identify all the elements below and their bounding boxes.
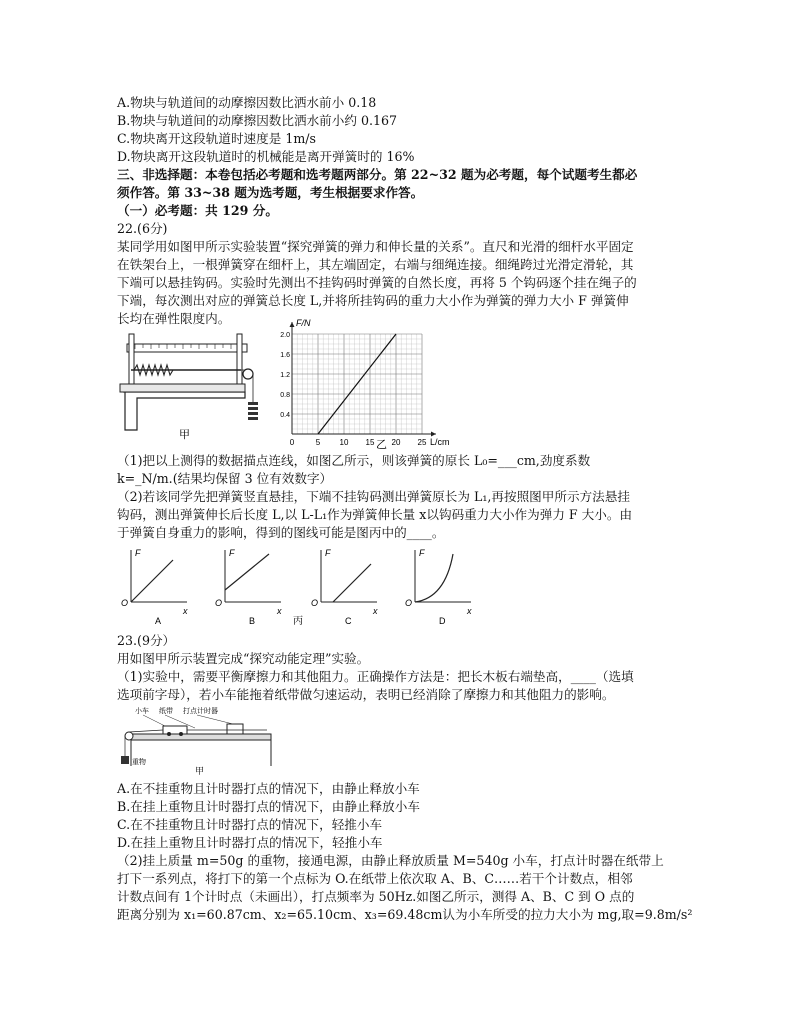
axis-x-label: x — [277, 606, 282, 616]
y-axis-label: F/N — [296, 318, 311, 328]
graph-label-b: B — [249, 616, 256, 626]
graph-option-c — [311, 548, 378, 626]
figure-q23-cart-apparatus — [117, 704, 277, 776]
q22-part2-line1: （2)若该同学先把弹簧竖直悬挂，下端不挂钩码测出弹簧原长为 L₁,再按照图甲所示方法悬挂 — [117, 489, 630, 504]
timer-label: 打点计时器 — [183, 708, 218, 715]
q22-intro-4: 下端，每次测出对应的弹簧总长度 L,并将所挂钩码的重力大小作为弹簧的弹力大小 F 弹簧伸 — [117, 293, 629, 308]
y-tick-label: 1.2 — [280, 372, 290, 379]
q22-part2-line2: 钩码，测出弹簧伸长后长度 L,以 L-L₁作为弹簧伸长量 x以钩码重力大小作为弹力 F 大小。由 — [117, 507, 633, 522]
pulley-icon — [125, 732, 133, 740]
graph-label-d: D — [439, 616, 446, 626]
axis-origin-label: O — [121, 598, 129, 608]
axis-origin-label: O — [405, 598, 413, 608]
q22-intro-2: 在铁架台上，一根弹簧穿在细杆上，其左端固定，右端与细绳连接。细绳跨过光滑定滑轮，其 — [117, 257, 634, 272]
x-tick-label: 15 — [365, 438, 375, 447]
q22-header: 22.(6分) — [117, 221, 168, 236]
x-tick-label: 25 — [417, 438, 427, 447]
figure-yi-label: 乙 — [376, 439, 387, 451]
figure-bing-graphs — [117, 540, 477, 630]
graph-label-a: A — [155, 616, 162, 626]
q23-option-a: A.在不挂重物且计时器打点的情况下，由静止释放小车 — [117, 781, 420, 796]
figure-bing-label: 丙 — [293, 616, 303, 627]
q23-intro: 用如图甲所示装置完成“探究动能定理”实验。 — [117, 651, 370, 666]
q21-option-b: B.物块与轨道间的动摩擦因数比洒水前小约 0.167 — [117, 113, 398, 128]
q21-option-c: C.物块离开这段轨道时速度是 1m/s — [117, 131, 316, 146]
axis-f-label: F — [229, 548, 235, 558]
figure-yi-chart — [280, 318, 470, 451]
q22-intro-5: 长均在弹性限度内。 — [117, 311, 231, 326]
graph-label-c: C — [345, 616, 352, 626]
axis-x-label: x — [467, 606, 472, 616]
q23-part1-line1: （1)实验中，需要平衡摩擦力和其他阻力。正确操作方法是：把长木板右端垫高，____（选填 — [117, 669, 634, 684]
q23-header: 23.(9分） — [117, 633, 176, 648]
y-axis-arrow — [290, 322, 295, 327]
q23-part2-line3: 计数点间有 1个计时点（未画出），打点频率为 50Hz.如图乙所示，测得 A、B、C 到 O 点的 — [117, 889, 635, 904]
weight-icon — [121, 756, 129, 764]
q21-option-a: A.物块与轨道间的动摩擦因数比洒水前小 0.18 — [117, 95, 377, 110]
section3-line3: （一）必考题：共 129 分。 — [117, 203, 278, 218]
axis-f-label: F — [135, 548, 141, 558]
axis-f-label: F — [325, 548, 331, 558]
tape-label: 纸带 — [159, 708, 173, 715]
q23-option-d: D.在挂上重物且计时器打点的情况下，轻推小车 — [117, 835, 383, 850]
figure-jia-spring-apparatus — [117, 330, 277, 442]
q23-part1-line2: 选项前字母），若小车能拖着纸带做匀速运动，表明已经消除了摩擦力和其他阻力的影响。 — [117, 687, 615, 702]
section3-line1: 三、非选择题：本卷包括必考题和选考题两部分。第 22~32 题为必考题，每个试题考生都必 — [117, 167, 638, 182]
x-tick-label: 5 — [315, 438, 321, 447]
x-tick-label: 20 — [391, 438, 401, 447]
cart-icon — [163, 726, 187, 734]
weight-label: 重物 — [132, 759, 146, 766]
cart-label: 小车 — [135, 708, 149, 715]
axis-f-label: F — [419, 548, 425, 558]
q22-intro-3: 下端可以悬挂钩码。实验时先测出不挂钩码时弹簧的自然长度，再将 5 个钩码逐个挂在绳子的 — [117, 275, 637, 290]
q22-part2-line3: 于弹簧自身重力的影响，得到的图线可能是图丙中的____。 — [117, 525, 445, 540]
section3-line2: 须作答。第 33~38 题为选考题，考生根据要求作答。 — [117, 185, 424, 200]
graph-option-b — [215, 548, 282, 626]
pulley-icon — [243, 369, 253, 379]
q22-part1-line1: （1)把以上测得的数据描点连线，如图乙所示，则该弹簧的原长 L₀=___cm,劲度系数 — [117, 453, 591, 468]
x-tick-label: 0 — [289, 438, 295, 447]
y-tick-label: 0.4 — [280, 412, 290, 419]
axis-origin-label: O — [215, 598, 223, 608]
timer-icon — [227, 724, 243, 734]
q23-part2-line2: 打下一系列点，将打下的第一个点标为 O.在纸带上依次取 A、B、C……若干个计数点，相邻 — [117, 871, 633, 886]
y-tick-label: 1.6 — [280, 352, 290, 359]
q21-option-d: D.物块离开这段轨道时的机械能是离开弹簧时的 16% — [117, 149, 415, 164]
q22-intro-1: 某同学用如图甲所示实验装置“探究弹簧的弹力和伸长量的关系”。直尺和光滑的细杆水平固定 — [117, 239, 634, 254]
graph-option-a — [121, 548, 188, 626]
q23-option-b: B.在挂上重物且计时器打点的情况下，由静止释放小车 — [117, 799, 420, 814]
x-tick-label: 10 — [339, 438, 349, 447]
y-tick-label: 2.0 — [280, 332, 290, 339]
x-axis-label: L/cm — [430, 437, 450, 447]
figure-q23-label: 甲 — [195, 766, 205, 776]
q23-part2-line1: （2)挂上质量 m=50g 的重物，接通电源，由静止释放质量 M=540g 小车，打点计时器在纸带上 — [117, 853, 664, 868]
graph-option-d — [405, 548, 472, 626]
figure-jia-label: 甲 — [179, 429, 190, 441]
q22-part1-line2: k=_N/m.(结果均保留 3 位有效数字） — [117, 471, 333, 486]
axis-origin-label: O — [311, 598, 319, 608]
axis-x-label: x — [373, 606, 378, 616]
y-tick-label: 0.8 — [280, 392, 290, 399]
q23-part2-line4: 距离分别为 x₁=60.87cm、x₂=65.10cm、x₃=69.48cm认为小车所受的拉力大小为 mg,取=9.8m/s² — [117, 907, 693, 922]
axis-x-label: x — [183, 606, 188, 616]
x-axis-arrow — [431, 432, 436, 437]
q23-option-c: C.在不挂重物且计时器打点的情况下，轻推小车 — [117, 817, 383, 832]
